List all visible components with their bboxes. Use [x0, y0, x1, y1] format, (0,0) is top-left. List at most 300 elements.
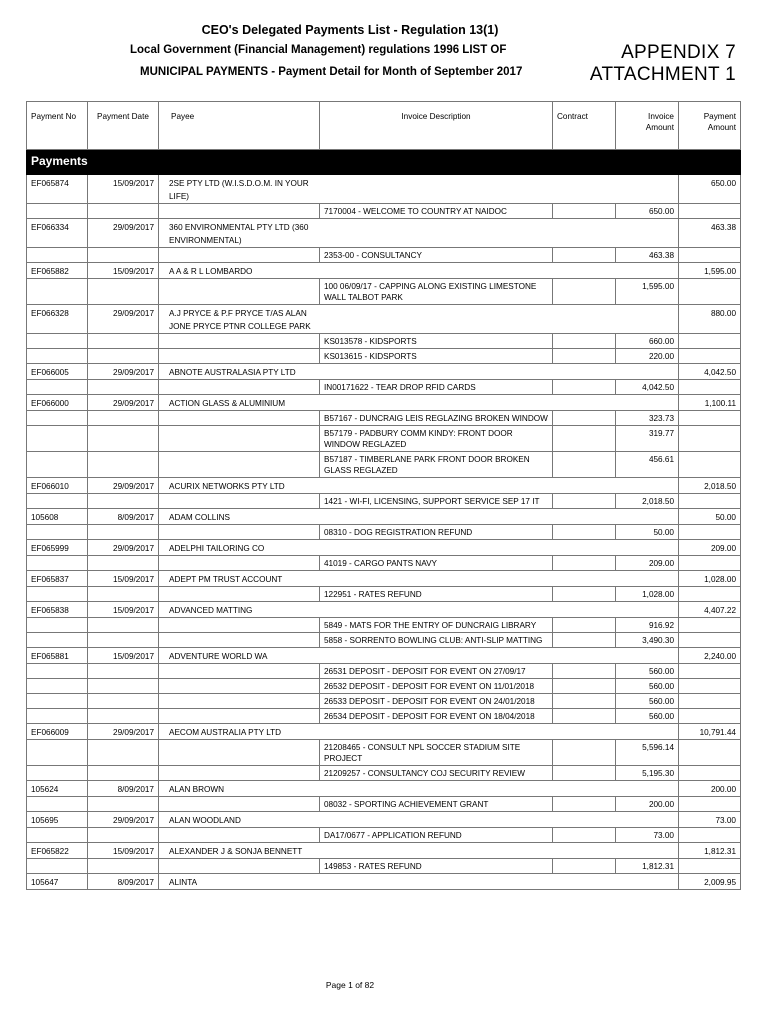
invoice-amount: 463.38 — [616, 248, 679, 263]
empty-cell — [27, 618, 88, 633]
empty-cell — [88, 797, 159, 812]
invoice-description: 122951 - RATES REFUND — [320, 587, 553, 602]
empty-cell — [159, 248, 320, 263]
empty-cell — [159, 828, 320, 843]
invoice-row — [27, 766, 741, 781]
empty-cell — [88, 859, 159, 874]
contract-cell — [553, 380, 616, 395]
invoice-description: 26534 DEPOSIT - DEPOSIT FOR EVENT ON 18/04/2018 — [320, 709, 553, 724]
empty-cell — [88, 618, 159, 633]
invoice-row — [27, 279, 741, 305]
report-subtitle-line1: Local Government (Financial Management) regulations 1996 LIST OF — [130, 44, 507, 56]
payment-amount: 73.00 — [679, 812, 741, 828]
table-header-row — [27, 102, 741, 150]
attachment-text: ATTACHMENT 1 — [589, 64, 736, 85]
empty-cell — [88, 587, 159, 602]
payment-amount: 4,407.22 — [679, 602, 741, 618]
contract-cell — [553, 740, 616, 766]
empty-cell — [679, 334, 741, 349]
invoice-description: 26533 DEPOSIT - DEPOSIT FOR EVENT ON 24/01/2018 — [320, 694, 553, 709]
empty-cell — [27, 380, 88, 395]
payee-text: ALEXANDER J & SONJA BENNETT — [169, 847, 303, 856]
empty-cell — [679, 679, 741, 694]
payment-date: 29/09/2017 — [88, 812, 159, 828]
appendix-text: APPENDIX 7 — [621, 42, 736, 63]
payee-text: 360 ENVIRONMENTAL PTY LTD (360 ENVIRONMENTAL) — [169, 223, 309, 245]
empty-cell — [27, 525, 88, 540]
invoice-row — [27, 334, 741, 349]
contract-cell — [553, 664, 616, 679]
payee-text: ADAM COLLINS — [169, 513, 230, 522]
empty-cell — [88, 694, 159, 709]
empty-cell — [27, 411, 88, 426]
payee-text: ALAN WOODLAND — [169, 816, 241, 825]
contract-cell — [553, 859, 616, 874]
empty-cell — [27, 694, 88, 709]
payment-number: EF065874 — [27, 175, 88, 204]
empty-cell — [27, 679, 88, 694]
invoice-row — [27, 618, 741, 633]
empty-cell — [27, 766, 88, 781]
empty-cell — [27, 279, 88, 305]
empty-cell — [27, 859, 88, 874]
payment-date: 8/09/2017 — [88, 509, 159, 525]
empty-cell — [27, 797, 88, 812]
empty-cell — [27, 494, 88, 509]
invoice-row — [27, 679, 741, 694]
empty-cell — [679, 426, 741, 452]
payment-number: EF065882 — [27, 263, 88, 279]
payment-amount: 1,100.11 — [679, 395, 741, 411]
empty-cell — [88, 334, 159, 349]
payee-text: AECOM AUSTRALIA PTY LTD — [169, 728, 282, 737]
payment-number: 105624 — [27, 781, 88, 797]
empty-cell — [159, 694, 320, 709]
col-header-invoice-amount: Invoice Amount — [616, 102, 679, 150]
payment-row — [27, 781, 741, 797]
payee-text: ACTION GLASS & ALUMINIUM — [169, 399, 286, 408]
invoice-description: 2353-00 - CONSULTANCY — [320, 248, 553, 263]
contract-cell — [553, 494, 616, 509]
payment-row — [27, 364, 741, 380]
invoice-description: KS013615 - KIDSPORTS — [320, 349, 553, 364]
invoice-description: 7170004 - WELCOME TO COUNTRY AT NAIDOC — [320, 204, 553, 219]
payee-name — [159, 219, 679, 248]
payment-number: EF065822 — [27, 843, 88, 859]
empty-cell — [88, 633, 159, 648]
empty-cell — [679, 587, 741, 602]
invoice-amount: 560.00 — [616, 694, 679, 709]
payments-table-wrap — [26, 101, 740, 890]
contract-cell — [553, 633, 616, 648]
invoice-row — [27, 859, 741, 874]
empty-cell — [27, 664, 88, 679]
payee-name — [159, 395, 679, 411]
payment-date: 8/09/2017 — [88, 781, 159, 797]
invoice-amount: 1,595.00 — [616, 279, 679, 305]
empty-cell — [88, 248, 159, 263]
payment-amount: 200.00 — [679, 781, 741, 797]
appendix-label — [590, 42, 736, 86]
payee-name — [159, 602, 679, 618]
payment-row — [27, 509, 741, 525]
contract-cell — [553, 349, 616, 364]
payment-date: 29/09/2017 — [88, 305, 159, 334]
invoice-amount: 50.00 — [616, 525, 679, 540]
payment-number: EF065838 — [27, 602, 88, 618]
empty-cell — [159, 709, 320, 724]
invoice-amount: 650.00 — [616, 204, 679, 219]
empty-cell — [159, 204, 320, 219]
invoice-row — [27, 633, 741, 648]
contract-cell — [553, 766, 616, 781]
payment-date: 15/09/2017 — [88, 175, 159, 204]
empty-cell — [27, 334, 88, 349]
payment-row — [27, 478, 741, 494]
payee-name — [159, 175, 679, 204]
invoice-description: B57179 - PADBURY COMM KINDY: FRONT DOOR WINDOW REGLAZED — [320, 426, 553, 452]
payment-date: 29/09/2017 — [88, 364, 159, 380]
section-row — [27, 150, 741, 175]
empty-cell — [679, 525, 741, 540]
payment-date: 15/09/2017 — [88, 263, 159, 279]
invoice-row — [27, 494, 741, 509]
payment-number: EF065999 — [27, 540, 88, 556]
payment-amount: 4,042.50 — [679, 364, 741, 380]
invoice-row — [27, 587, 741, 602]
empty-cell — [679, 556, 741, 571]
payee-text: ALINTA — [169, 878, 198, 887]
empty-cell — [159, 452, 320, 478]
contract-cell — [553, 411, 616, 426]
empty-cell — [159, 740, 320, 766]
payment-amount: 1,028.00 — [679, 571, 741, 587]
payment-amount: 650.00 — [679, 175, 741, 204]
empty-cell — [159, 334, 320, 349]
empty-cell — [679, 664, 741, 679]
empty-cell — [27, 740, 88, 766]
invoice-amount: 323.73 — [616, 411, 679, 426]
payee-name — [159, 648, 679, 664]
payment-number: 105695 — [27, 812, 88, 828]
contract-cell — [553, 709, 616, 724]
empty-cell — [159, 494, 320, 509]
payment-date: 29/09/2017 — [88, 540, 159, 556]
payment-date: 29/09/2017 — [88, 219, 159, 248]
page-number: Page 1 of 82 — [325, 980, 375, 990]
invoice-row — [27, 349, 741, 364]
empty-cell — [159, 426, 320, 452]
invoice-description: 1421 - WI-FI, LICENSING, SUPPORT SERVICE SEP 17 IT — [320, 494, 553, 509]
invoice-description: B57187 - TIMBERLANE PARK FRONT DOOR BROKEN GLASS REGLAZED — [320, 452, 553, 478]
empty-cell — [159, 349, 320, 364]
empty-cell — [679, 248, 741, 263]
payee-text: ABNOTE AUSTRALASIA PTY LTD — [169, 368, 296, 377]
empty-cell — [88, 828, 159, 843]
empty-cell — [159, 859, 320, 874]
invoice-description: 26532 DEPOSIT - DEPOSIT FOR EVENT ON 11/01/2018 — [320, 679, 553, 694]
payment-date: 15/09/2017 — [88, 571, 159, 587]
payment-row — [27, 812, 741, 828]
payment-number: EF065837 — [27, 571, 88, 587]
payee-name — [159, 305, 679, 334]
empty-cell — [88, 426, 159, 452]
empty-cell — [679, 797, 741, 812]
empty-cell — [159, 766, 320, 781]
report-subtitle-line2: MUNICIPAL PAYMENTS - Payment Detail for Month of September 2017 — [140, 66, 523, 78]
invoice-amount: 5,596.14 — [616, 740, 679, 766]
payee-text: ADEPT PM TRUST ACCOUNT — [169, 575, 283, 584]
empty-cell — [679, 618, 741, 633]
report-title: CEO's Delegated Payments List - Regulation 13(1) — [201, 23, 499, 37]
empty-cell — [679, 859, 741, 874]
empty-cell — [679, 494, 741, 509]
contract-cell — [553, 452, 616, 478]
invoice-row — [27, 411, 741, 426]
contract-cell — [553, 426, 616, 452]
col-header-invoice-description: Invoice Description — [320, 102, 553, 150]
payment-date: 8/09/2017 — [88, 874, 159, 890]
contract-cell — [553, 618, 616, 633]
payment-number: EF066328 — [27, 305, 88, 334]
invoice-amount: 2,018.50 — [616, 494, 679, 509]
invoice-amount: 3,490.30 — [616, 633, 679, 648]
section-label: Payments — [27, 150, 741, 175]
invoice-amount: 319.77 — [616, 426, 679, 452]
payment-number: EF066010 — [27, 478, 88, 494]
payee-name — [159, 812, 679, 828]
payee-name — [159, 781, 679, 797]
invoice-row — [27, 525, 741, 540]
empty-cell — [27, 248, 88, 263]
payments-table — [26, 101, 741, 890]
payee-text: 2SE PTY LTD (W.I.S.D.O.M. IN YOUR LIFE) — [169, 179, 309, 201]
invoice-amount: 209.00 — [616, 556, 679, 571]
payment-row — [27, 724, 741, 740]
payment-amount: 880.00 — [679, 305, 741, 334]
empty-cell — [27, 587, 88, 602]
payment-amount: 463.38 — [679, 219, 741, 248]
invoice-row — [27, 380, 741, 395]
invoice-description: 149853 - RATES REFUND — [320, 859, 553, 874]
empty-cell — [88, 679, 159, 694]
payment-row — [27, 219, 741, 248]
payment-row — [27, 175, 741, 204]
payment-amount: 50.00 — [679, 509, 741, 525]
payment-date: 15/09/2017 — [88, 648, 159, 664]
invoice-row — [27, 694, 741, 709]
payment-number: EF066009 — [27, 724, 88, 740]
payment-number: EF066334 — [27, 219, 88, 248]
empty-cell — [159, 664, 320, 679]
invoice-row — [27, 426, 741, 452]
invoice-description: KS013578 - KIDSPORTS — [320, 334, 553, 349]
invoice-amount: 560.00 — [616, 664, 679, 679]
empty-cell — [88, 380, 159, 395]
payee-text: ADVANCED MATTING — [169, 606, 253, 615]
payee-name — [159, 263, 679, 279]
invoice-amount: 200.00 — [616, 797, 679, 812]
invoice-row — [27, 248, 741, 263]
empty-cell — [159, 525, 320, 540]
invoice-description: 100 06/09/17 - CAPPING ALONG EXISTING LIMESTONE WALL TALBOT PARK — [320, 279, 553, 305]
payment-row — [27, 305, 741, 334]
payment-row — [27, 263, 741, 279]
payee-name — [159, 724, 679, 740]
invoice-row — [27, 797, 741, 812]
col-header-contract: Contract — [553, 102, 616, 150]
contract-cell — [553, 587, 616, 602]
payment-amount: 2,018.50 — [679, 478, 741, 494]
payee-text: ADVENTURE WORLD WA — [169, 652, 268, 661]
contract-cell — [553, 694, 616, 709]
empty-cell — [679, 709, 741, 724]
invoice-description: 08310 - DOG REGISTRATION REFUND — [320, 525, 553, 540]
payment-amount: 209.00 — [679, 540, 741, 556]
empty-cell — [27, 349, 88, 364]
invoice-row — [27, 204, 741, 219]
empty-cell — [88, 349, 159, 364]
empty-cell — [679, 766, 741, 781]
empty-cell — [88, 494, 159, 509]
empty-cell — [159, 633, 320, 648]
col-header-payment-no: Payment No — [27, 102, 88, 150]
empty-cell — [679, 694, 741, 709]
invoice-row — [27, 709, 741, 724]
empty-cell — [27, 204, 88, 219]
payment-amount: 2,009.95 — [679, 874, 741, 890]
payment-number: EF066000 — [27, 395, 88, 411]
empty-cell — [27, 452, 88, 478]
col-header-payment-amount: Payment Amount — [679, 102, 741, 150]
empty-cell — [159, 587, 320, 602]
empty-cell — [679, 740, 741, 766]
invoice-description: B57167 - DUNCRAIG LEIS REGLAZING BROKEN WINDOW — [320, 411, 553, 426]
payment-row — [27, 395, 741, 411]
contract-cell — [553, 556, 616, 571]
invoice-amount: 1,812.31 — [616, 859, 679, 874]
contract-cell — [553, 679, 616, 694]
payee-name — [159, 509, 679, 525]
col-header-payee: Payee — [159, 102, 320, 150]
invoice-description: 41019 - CARGO PANTS NAVY — [320, 556, 553, 571]
empty-cell — [88, 279, 159, 305]
contract-cell — [553, 204, 616, 219]
empty-cell — [159, 679, 320, 694]
payment-row — [27, 874, 741, 890]
empty-cell — [88, 556, 159, 571]
empty-cell — [159, 411, 320, 426]
invoice-row — [27, 828, 741, 843]
invoice-amount: 560.00 — [616, 709, 679, 724]
payment-amount: 1,812.31 — [679, 843, 741, 859]
empty-cell — [679, 411, 741, 426]
invoice-row — [27, 556, 741, 571]
payment-date: 29/09/2017 — [88, 478, 159, 494]
contract-cell — [553, 279, 616, 305]
empty-cell — [88, 664, 159, 679]
empty-cell — [88, 204, 159, 219]
payment-row — [27, 571, 741, 587]
invoice-row — [27, 740, 741, 766]
payment-number: 105608 — [27, 509, 88, 525]
empty-cell — [88, 525, 159, 540]
payee-name — [159, 478, 679, 494]
invoice-amount: 5,195.30 — [616, 766, 679, 781]
empty-cell — [159, 279, 320, 305]
invoice-amount: 456.61 — [616, 452, 679, 478]
payee-text: A A & R L LOMBARDO — [169, 267, 253, 276]
payment-row — [27, 648, 741, 664]
payee-text: A.J PRYCE & P.F PRYCE T/AS ALAN JONE PRYCE PTNR COLLEGE PARK — [169, 309, 311, 331]
invoice-row — [27, 452, 741, 478]
invoice-description: 08032 - SPORTING ACHIEVEMENT GRANT — [320, 797, 553, 812]
invoice-amount: 73.00 — [616, 828, 679, 843]
payment-date: 15/09/2017 — [88, 843, 159, 859]
invoice-description: 21208465 - CONSULT NPL SOCCER STADIUM SITE PROJECT — [320, 740, 553, 766]
empty-cell — [88, 452, 159, 478]
empty-cell — [159, 618, 320, 633]
payment-row — [27, 602, 741, 618]
invoice-amount: 220.00 — [616, 349, 679, 364]
payee-name — [159, 874, 679, 890]
payee-name — [159, 364, 679, 380]
contract-cell — [553, 334, 616, 349]
payment-date: 29/09/2017 — [88, 724, 159, 740]
invoice-description: 21209257 - CONSULTANCY COJ SECURITY REVIEW — [320, 766, 553, 781]
payee-name — [159, 843, 679, 859]
contract-cell — [553, 248, 616, 263]
empty-cell — [27, 633, 88, 648]
invoice-description: DA17/0677 - APPLICATION REFUND — [320, 828, 553, 843]
empty-cell — [679, 380, 741, 395]
payment-amount: 10,791.44 — [679, 724, 741, 740]
payment-row — [27, 843, 741, 859]
payment-number: 105647 — [27, 874, 88, 890]
invoice-amount: 1,028.00 — [616, 587, 679, 602]
invoice-amount: 560.00 — [616, 679, 679, 694]
contract-cell — [553, 828, 616, 843]
empty-cell — [88, 411, 159, 426]
contract-cell — [553, 525, 616, 540]
payee-name — [159, 540, 679, 556]
empty-cell — [159, 380, 320, 395]
payment-number: EF066005 — [27, 364, 88, 380]
invoice-description: 5849 - MATS FOR THE ENTRY OF DUNCRAIG LIBRARY — [320, 618, 553, 633]
invoice-description: IN00171622 - TEAR DROP RFID CARDS — [320, 380, 553, 395]
empty-cell — [27, 556, 88, 571]
invoice-row — [27, 664, 741, 679]
payee-name — [159, 571, 679, 587]
empty-cell — [88, 709, 159, 724]
payment-row — [27, 540, 741, 556]
payee-text: ADELPHI TAILORING CO — [169, 544, 265, 553]
payment-date: 15/09/2017 — [88, 602, 159, 618]
payment-amount: 1,595.00 — [679, 263, 741, 279]
contract-cell — [553, 797, 616, 812]
empty-cell — [159, 556, 320, 571]
empty-cell — [679, 828, 741, 843]
empty-cell — [159, 797, 320, 812]
empty-cell — [27, 828, 88, 843]
empty-cell — [88, 740, 159, 766]
invoice-amount: 916.92 — [616, 618, 679, 633]
invoice-description: 26531 DEPOSIT - DEPOSIT FOR EVENT ON 27/09/17 — [320, 664, 553, 679]
payment-amount: 2,240.00 — [679, 648, 741, 664]
empty-cell — [679, 452, 741, 478]
invoice-description: 5858 - SORRENTO BOWLING CLUB: ANTI-SLIP MATTING — [320, 633, 553, 648]
invoice-amount: 4,042.50 — [616, 380, 679, 395]
